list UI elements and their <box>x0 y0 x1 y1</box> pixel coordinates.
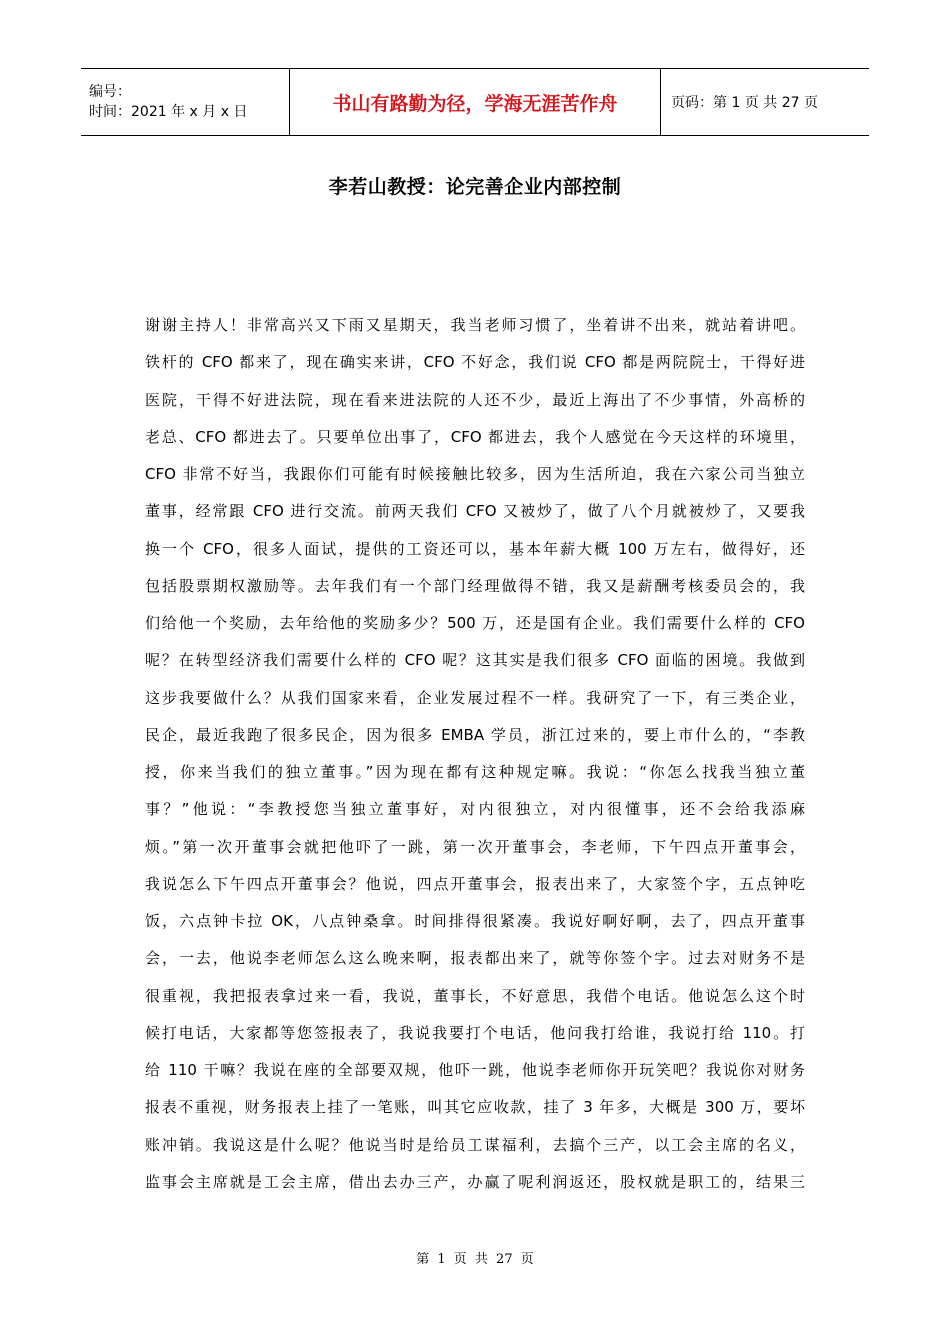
header-motto: 书山有路勤为径，学海无涯苦作舟 <box>290 69 661 136</box>
body-line: 烦。”第一次开董事会就把他吓了一跳，第一次开董事会，李老师，下午四点开董事会， <box>145 837 805 856</box>
body-line: 呢？在转型经济我们需要什么样的 CFO 呢？这其实是我们很多 CFO 面临的困境。我做到 <box>145 651 805 670</box>
body-line: 铁杆的 CFO 都来了，现在确实来讲，CFO 不好念，我们说 CFO 都是两院院士，干得好进 <box>145 353 805 372</box>
document-time-label: 时间：2021 年 x 月 x 日 <box>89 104 248 120</box>
body-line: 们给他一个奖励，去年给他的奖励多少？500 万，还是国有企业。我们需要什么样的 CFO <box>145 614 805 632</box>
body-line: 授，你来当我们的独立董事。”因为现在都有这种规定嘛。我说：“你怎么找我当独立董 <box>145 763 805 781</box>
header-meta-cell <box>81 69 290 136</box>
body-line: 很重视，我把报表拿过来一看，我说，董事长，不好意思，我借个电话。他说怎么这个时 <box>145 986 805 1005</box>
body-line: 账冲销。我说这是什么呢？他说当时是给员工谋福利，去搞个三产，以工会主席的名义， <box>145 1135 805 1154</box>
body-line: 候打电话，大家都等您签报表了，我说我要打个电话，他问我打给谁，我说打给 110。打 <box>145 1023 805 1042</box>
body-line: 包括股票期权激励等。去年我们有一个部门经理做得不错，我又是薪酬考核委员会的，我 <box>145 576 805 595</box>
document-title: 李若山教授：论完善企业内部控制 <box>328 176 622 198</box>
header-table <box>81 68 869 136</box>
header-page-info: 页码：第 1 页 共 27 页 <box>661 69 870 136</box>
body-line: 我说怎么下午四点开董事会？他说，四点开董事会，报表出来了，大家签个字，五点钟吃 <box>145 874 805 893</box>
page-footer: 第 1 页 共 27 页 <box>416 1252 534 1267</box>
document-body <box>145 307 805 1201</box>
body-line: 监事会主席就是工会主席，借出去办三产，办赢了呢利润返还，股权就是职工的，结果三 <box>145 1172 805 1191</box>
body-line: 换一个 CFO，很多人面试，提供的工资还可以，基本年薪大概 100 万左右，做得好，还 <box>145 539 805 558</box>
body-line: 事？”他说：“李教授您当独立董事好，对内很独立，对内很懂事，还不会给我添麻 <box>145 800 805 819</box>
body-line: CFO 非常不好当，我跟你们可能有时候接触比较多，因为生活所迫，我在六家公司当独立 <box>145 465 805 483</box>
body-line: 谢谢主持人！非常高兴又下雨又星期天，我当老师习惯了，坐着讲不出来，就站着讲吧。 <box>145 316 805 334</box>
body-line: 老总、CFO 都进去了。只要单位出事了，CFO 都进去，我个人感觉在今天这样的环境里， <box>145 427 805 446</box>
body-line: 给 110 干嘛？我说在座的全部要双规，他吓一跳，他说李老师你开玩笑吧？我说你对财务 <box>145 1061 805 1079</box>
body-line: 董事，经常跟 CFO 进行交流。前两天我们 CFO 又被炒了，做了八个月就被炒了，又要我 <box>145 502 805 521</box>
body-line: 会，一去，他说李老师怎么这么晚来啊，报表都出来了，就等你签个字。过去对财务不是 <box>145 949 805 968</box>
body-line: 医院，干得不好进法院，现在看来进法院的人还不少，最近上海出了不少事情，外高桥的 <box>145 390 805 409</box>
body-line: 饭，六点钟卡拉 OK，八点钟桑拿。时间排得很紧凑。我说好啊好啊，去了，四点开董事 <box>145 912 805 930</box>
body-line: 报表不重视，财务报表上挂了一笔账，叫其它应收款，挂了 3 年多，大概是 300 万，要坏 <box>145 1098 805 1117</box>
document-number-label: 编号： <box>89 84 131 100</box>
body-line: 这步我要做什么？从我们国家来看，企业发展过程不一样。我研究了一下，有三类企业， <box>145 688 805 707</box>
body-line: 民企，最近我跑了很多民企，因为很多 EMBA 学员，浙江过来的，要上市什么的，“李教 <box>145 725 805 744</box>
